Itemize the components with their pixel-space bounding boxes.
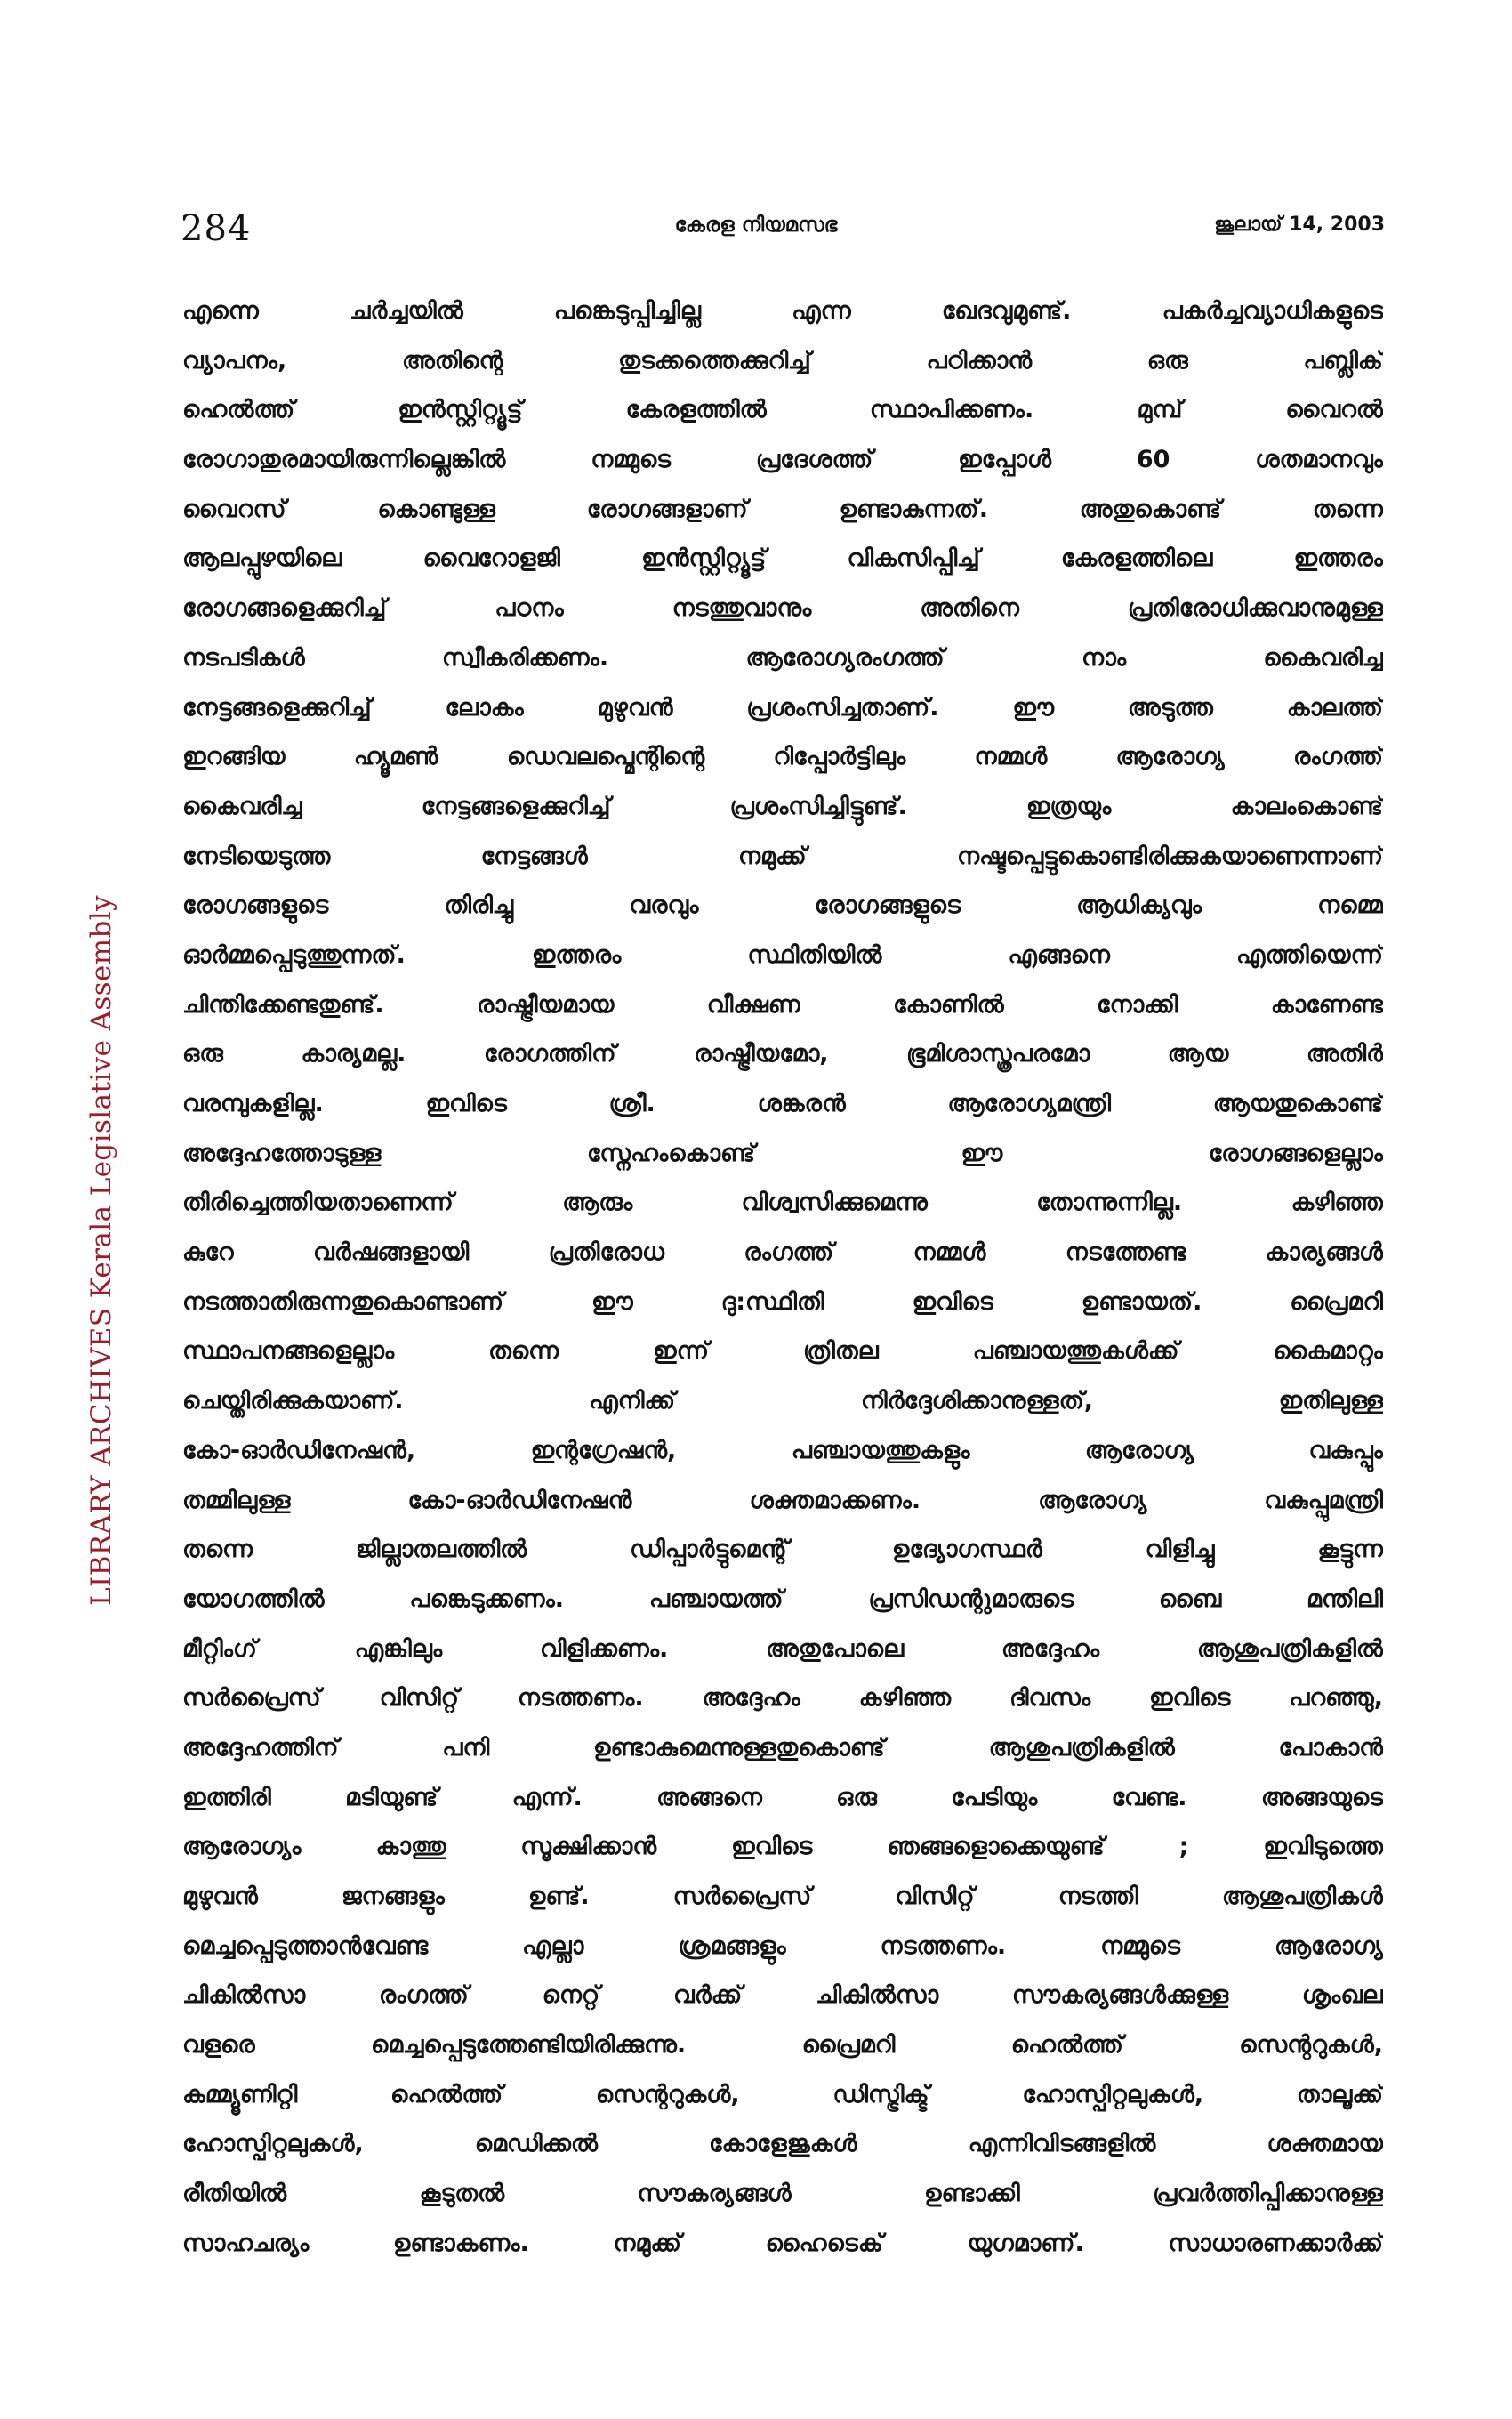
text-line: അദ്ദേഹത്തോടുള്ള സ്നേഹംകൊണ്ട് ഈ രോഗങ്ങളെല്ലാം [182,1139,1383,1167]
text-line: ഓർമ്മപ്പെടുത്തുന്നത്. ഇത്തരം സ്ഥിതിയിൽ എങ്ങനെ എത്തിയെന്ന് [182,940,1383,969]
text-line: രോഗങ്ങളുടെ തിരിച്ചു വരവും രോഗങ്ങളുടെ ആധിക്യവും നമ്മെ [182,891,1383,920]
text-line: കൈവരിച്ച നേട്ടങ്ങളെക്കുറിച്ച് പ്രശംസിച്ചിട്ടുണ്ട്. ഇത്രയും കാലംകൊണ്ട് [182,792,1383,820]
text-line: ഒരു കാര്യമല്ല. രോഗത്തിന് രാഷ്ട്രീയമോ, ഭൂമിശാസ്ത്രപരമോ ആയ അതിർ [182,1040,1383,1068]
text-line: സർപ്രൈസ് വിസിറ്റ് നടത്തണം. അദ്ദേഹം കഴിഞ്ഞ ദിവസം ഇവിടെ പറഞ്ഞു, [182,1684,1383,1713]
text-line: യോഗത്തിൽ പങ്കെടുക്കണം. പഞ്ചായത്ത് പ്രസിഡന്റുമാരുടെ ബൈ മന്തിലി [182,1584,1383,1613]
text-line: രോഗാതുരമായിരുന്നില്ലെങ്കിൽ നമ്മുടെ പ്രദേശത്ത് ഇപ്പോൾ 60 ശതമാനവും [182,446,1383,474]
text-line: മുഴുവൻ ജനങ്ങളും ഉണ്ട്. സർപ്രൈസ് വിസിറ്റ് നടത്തി ആശുപത്രികൾ [182,1883,1383,1910]
text-line: മെച്ചപ്പെടുത്താൻവേണ്ട എല്ലാ ശ്രമങ്ങളും നടത്തണം. നമ്മുടെ ആരോഗ്യ [182,1931,1383,1960]
text-line: വരമ്പുകളില്ല. ഇവിടെ ശ്രീ. ശങ്കരൻ ആരോഗ്യമന്ത്രി ആയതുകൊണ്ട് [182,1090,1383,1117]
text-line: സാഹചര്യം ഉണ്ടാകണം. നമുക്ക് ഹൈടെക് യുഗമാണ്. സാധാരണക്കാർക്ക് [182,2229,1383,2257]
text-line: വ്യാപനം, അതിന്റെ തുടക്കത്തെക്കുറിച്ച് പഠിക്കാൻ ഒരു പബ്ലിക് [182,346,1383,375]
text-line: ഹെൽത്ത് ഇൻസ്റ്റിറ്റ്യൂട്ട് കേരളത്തിൽ സ്ഥാപിക്കണം. മുമ്പ് വൈറൽ [182,396,1383,424]
text-line: ചികിൽസാ രംഗത്ത് നെറ്റ് വർക്ക് ചികിൽസാ സൗകര്യങ്ങൾക്കുള്ള ശൃംഖല [182,1981,1383,2010]
text-line: രോഗങ്ങളെക്കുറിച്ച് പഠനം നടത്തുവാനും അതിനെ പ്രതിരോധിക്കുവാനുമുള്ള [182,594,1383,623]
text-line: എന്നെ ചർച്ചയിൽ പങ്കെടുപ്പിച്ചില്ല എന്ന ഖേദവുമുണ്ട്. പകർച്ചവ്യാധികളുടെ [182,297,1383,325]
text-line: വൈറസ് കൊണ്ടുള്ള രോഗങ്ങളാണ് ഉണ്ടാകുന്നത്. അതുകൊണ്ട് തന്നെ [182,495,1383,523]
text-line: കമ്മ്യൂണിറ്റി ഹെൽത്ത് സെന്ററുകൾ, ഡിസ്ട്രിക്ട് ഹോസ്പിറ്റലുകൾ, താലൂക്ക് [182,2080,1383,2109]
text-line: നേടിയെടുത്ത നേട്ടങ്ങൾ നമുക്ക് നഷ്ടപ്പെട്ടുകൊണ്ടിരിക്കുകയാണെന്നാണ് [182,842,1383,870]
text-line: ഹോസ്പിറ്റലുകൾ, മെഡിക്കൽ കോളേജുകൾ എന്നിവിടങ്ങളിൽ ശക്തമായ [182,2130,1383,2158]
text-line: തമ്മിലുള്ള കോ-ഓർഡിനേഷൻ ശക്തമാക്കണം. ആരോഗ്യ വകുപ്പുമന്ത്രി [182,1486,1383,1514]
text-line: ആലപ്പുഴയിലെ വൈറോളജി ഇൻസ്റ്റിറ്റ്യൂട്ട് വികസിപ്പിച്ച് കേരളത്തിലെ ഇത്തരം [182,544,1383,573]
text-line: വളരെ മെച്ചപ്പെടുത്തേണ്ടിയിരിക്കുന്നു. പ്രൈമറി ഹെൽത്ത് സെന്ററുകൾ, [182,2031,1383,2060]
page-number: 284 [181,208,252,249]
text-line: ഇത്തിരി മടിയുണ്ട് എന്ന്. അങ്ങനെ ഒരു പേടിയും വേണ്ട. അങ്ങയുടെ [182,1783,1383,1811]
text-line: ചെയ്തിരിക്കുകയാണ്. എനിക്ക് നിർദ്ദേശിക്കാനുള്ളത്, ഇതിലുള്ള [182,1387,1383,1415]
text-line: കോ-ഓർഡിനേഷൻ, ഇന്റഗ്രേഷൻ, പഞ്ചായത്തുകളും ആരോഗ്യ വകുപ്പും [182,1436,1383,1464]
text-line: തിരിച്ചെത്തിയതാണെന്ന് ആരും വിശ്വസിക്കുമെന്നു തോന്നുന്നില്ല. കഴിഞ്ഞ [182,1189,1383,1217]
text-line: ചിന്തിക്കേണ്ടതുണ്ട്. രാഷ്ട്രീയമായ വീക്ഷണ കോണിൽ നോക്കി കാണേണ്ട [182,990,1383,1019]
archive-stamp: LIBRARY ARCHIVES Kerala Legislative Assembly [85,894,117,1606]
text-line: നേട്ടങ്ങളെക്കുറിച്ച് ലോകം മുഴുവൻ പ്രശംസിച്ചതാണ്. ഈ അടുത്ത കാലത്ത് [182,693,1383,722]
text-line: ഇറങ്ങിയ ഹ്യൂമൺ ഡെവലപ്മെന്റിന്റെ റിപ്പോർട്ടിലും നമ്മൾ ആരോഗ്യ രംഗത്ത് [182,743,1383,771]
text-line: അദ്ദേഹത്തിന് പനി ഉണ്ടാകുമെന്നുള്ളതുകൊണ്ട് ആശുപത്രികളിൽ പോകാൻ [182,1733,1383,1762]
body-paragraph [182,286,1383,2269]
text-line: രീതിയിൽ കൂടുതൽ സൗകര്യങ്ങൾ ഉണ്ടാക്കി പ്രവർത്തിപ്പിക്കാനുള്ള [182,2180,1383,2208]
text-line: മീറ്റിംഗ് എങ്കിലും വിളിക്കണം. അതുപോലെ അദ്ദേഹം ആശുപത്രികളിൽ [182,1634,1383,1663]
text-line: സ്ഥാപനങ്ങളെല്ലാം തന്നെ ഇന്ന് ത്രിതല പഞ്ചായത്തുകൾക്ക് കൈമാറ്റം [182,1337,1383,1366]
text-line: നടപടികൾ സ്വീകരിക്കണം. ആരോഗ്യരംഗത്ത് നാം കൈവരിച്ച [182,643,1383,672]
text-line: നടത്താതിരുന്നതുകൊണ്ടാണ് ഈ ദു:സ്ഥിതി ഇവിടെ ഉണ്ടായത്. പ്രൈമറി [182,1287,1383,1316]
text-line: തന്നെ ജില്ലാതലത്തിൽ ഡിപ്പാർട്ടുമെന്റ് ഉദ്യോഗസ്ഥർ വിളിച്ചു കൂട്ടുന്ന [182,1536,1383,1564]
running-date: ജൂലായ് 14, 2003 [1214,214,1385,236]
text-line: ആരോഗ്യം കാത്തു സൂക്ഷിക്കാൻ ഇവിടെ ഞങ്ങളൊക്കെയുണ്ട് ; ഇവിടുത്തെ [182,1833,1383,1861]
text-line: കുറേ വർഷങ്ങളായി പ്രതിരോധ രംഗത്ത് നമ്മൾ നടത്തേണ്ട കാര്യങ്ങൾ [182,1238,1383,1267]
running-title: കേരള നിയമസഭ [674,214,838,237]
